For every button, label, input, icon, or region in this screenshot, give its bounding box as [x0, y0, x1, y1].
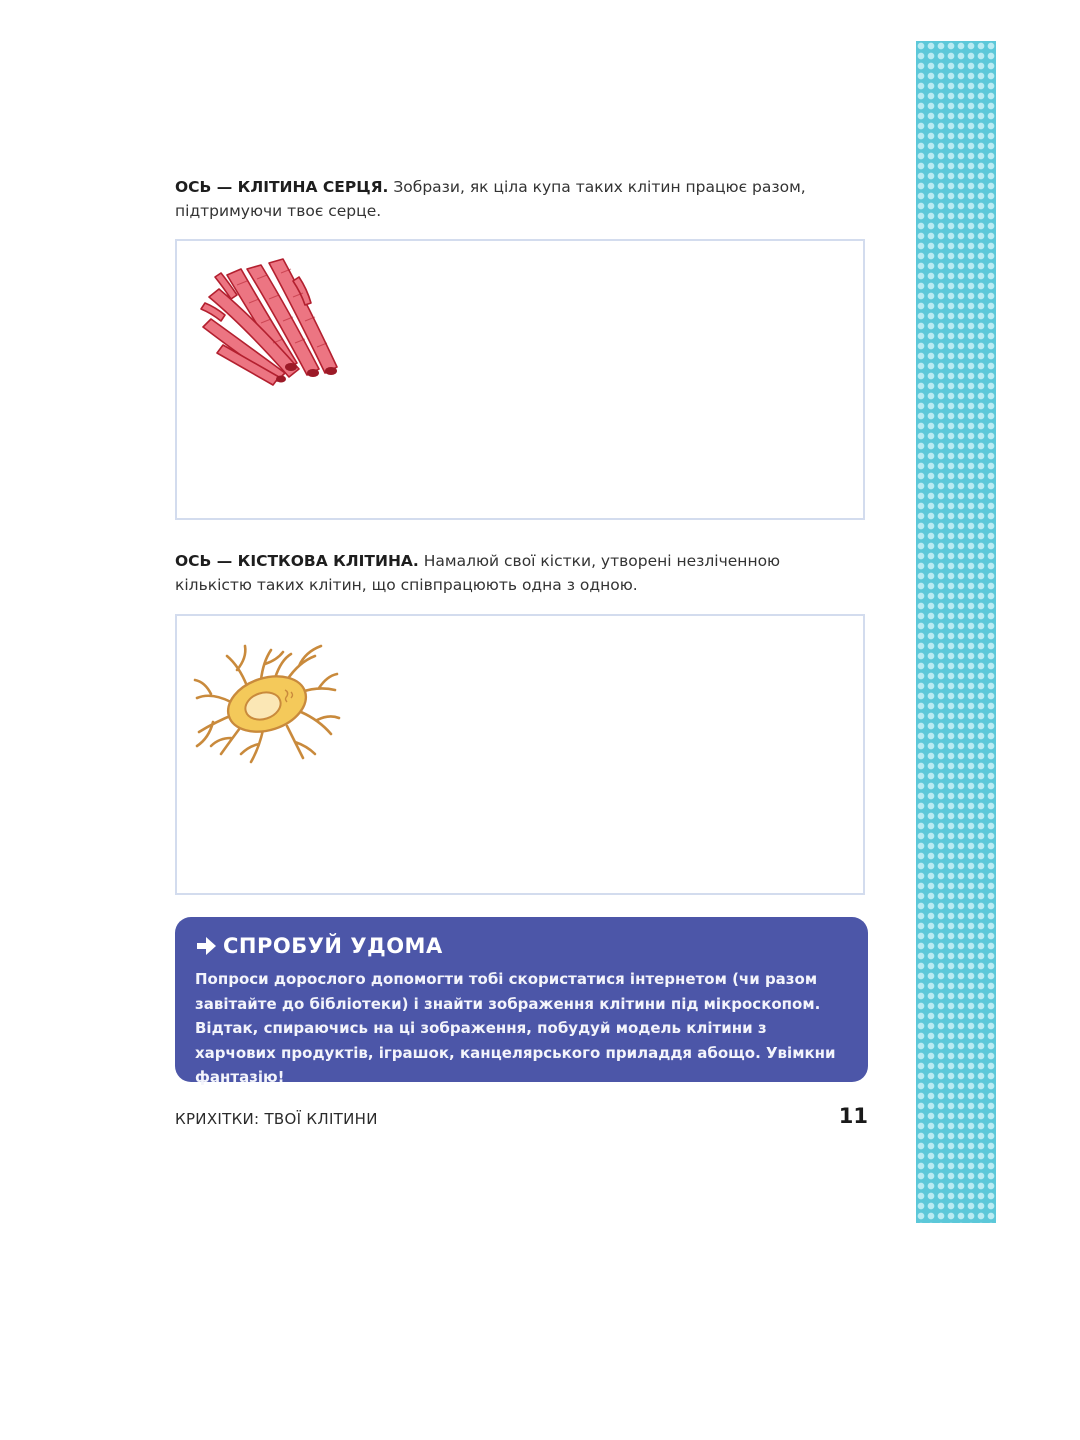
page-number: 11: [838, 1104, 868, 1128]
bone-cell-icon: [191, 642, 341, 767]
decorative-dotted-strip: [916, 41, 996, 1223]
heart-drawing-area[interactable]: [175, 239, 865, 520]
heart-cell-prompt: [175, 175, 855, 223]
try-at-home-panel: [175, 917, 868, 1086]
heart-muscle-cell-icon: [197, 257, 347, 397]
heart-cell-prompt-lead: ОСЬ — КЛІТИНА СЕРЦЯ.: [175, 178, 389, 196]
try-at-home-heading: [195, 931, 848, 961]
bone-drawing-area[interactable]: [175, 614, 865, 895]
bone-cell-prompt-lead: ОСЬ — КІСТКОВА КЛІТИНА.: [175, 552, 419, 570]
try-at-home-title: СПРОБУЙ УДОМА: [223, 934, 443, 958]
bone-cell-prompt-text: Намалюй свої кістки, утворені незліченною кількістю таких клітин, що співпрацюють одна з одною.: [175, 552, 781, 594]
try-at-home-text: Попроси дорослого допомогти тобі скористатися інтернетом (чи разом завітайте до бібліотеки) і знайти зображення клітини під мікроскопом. Відтак, спираючись на ці зображення, побудуй модель клітини з харчових продуктів, іграшок, канцелярського приладдя абощо. Увімкни фантазію!: [195, 970, 836, 1086]
heart-cell-prompt-text: Зобрази, як ціла купа таких клітин працює разом, підтримуючи твоє серце.: [175, 178, 806, 220]
book-title-footer: КРИХІТКИ: ТВОЇ КЛІТИНИ: [175, 1110, 378, 1128]
bone-cell-prompt: [175, 549, 855, 597]
arrow-right-icon: [195, 936, 217, 956]
